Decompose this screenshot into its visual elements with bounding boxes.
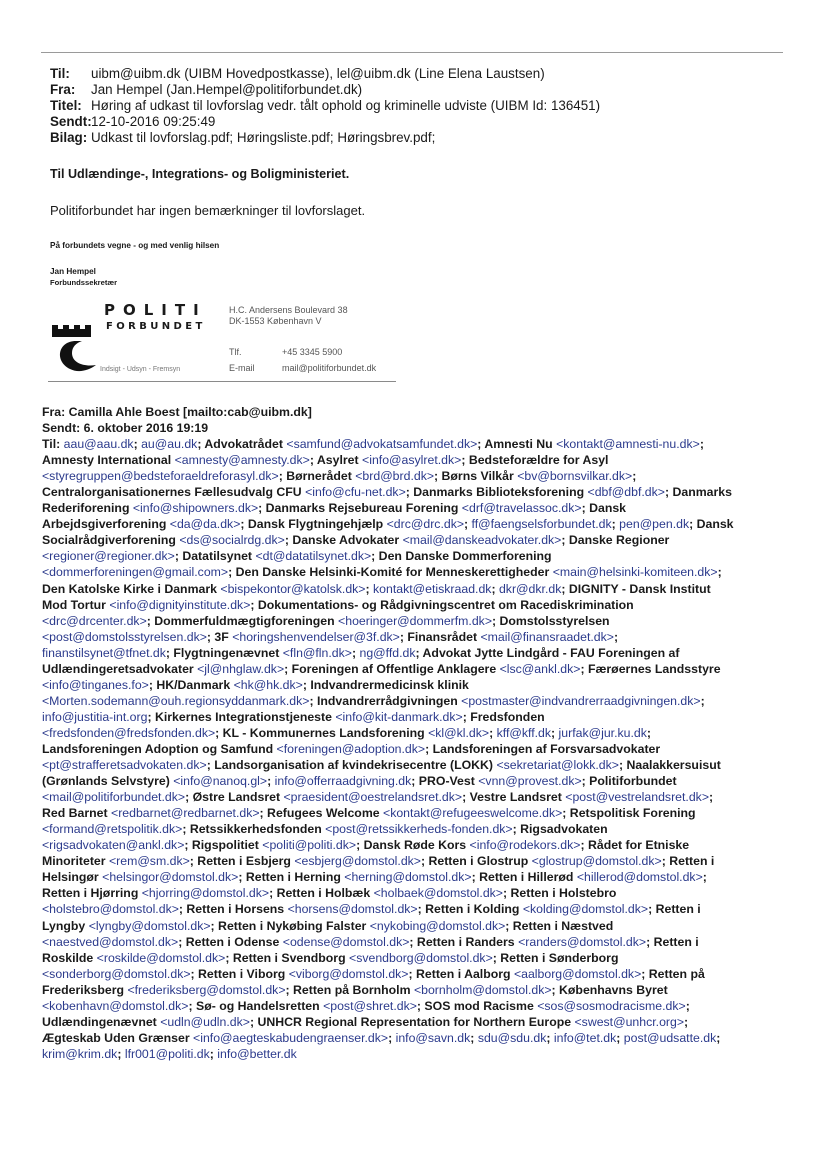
- email-link[interactable]: <sos@sosmodracisme.dk>: [537, 998, 686, 1013]
- email-link[interactable]: finanstilsynet@tfnet.dk: [42, 645, 166, 660]
- email-link[interactable]: <mail@finansraadet.dk>: [480, 629, 614, 644]
- email-link[interactable]: <redbarnet@redbarnet.dk>: [111, 806, 260, 821]
- email-link[interactable]: <mail@politiforbundet.dk>: [42, 790, 186, 805]
- email-link[interactable]: ng@ffd.dk: [359, 645, 416, 660]
- email-link[interactable]: info@tet.dk: [553, 1030, 617, 1045]
- recipient-line: <post@domstolsstyrelsen.dk>; 3F <horingshenvendelser@3f.dk>; Finansrådet <mail@finansraadet.dk>;: [42, 629, 619, 644]
- email-link[interactable]: <fln@fln.dk>: [282, 645, 352, 660]
- email-link[interactable]: <drf@travelassoc.dk>: [461, 501, 582, 516]
- email-link[interactable]: sdu@sdu.dk: [477, 1030, 547, 1045]
- email-link[interactable]: <jl@nhglaw.dk>: [197, 661, 285, 676]
- email-link[interactable]: <herning@domstol.dk>: [344, 870, 472, 885]
- email-link[interactable]: <frederiksberg@domstol.dk>: [127, 982, 286, 997]
- email-link[interactable]: <holstebro@domstol.dk>: [42, 902, 179, 917]
- email-link[interactable]: <kl@kl.dk>: [428, 725, 490, 740]
- email-link[interactable]: ff@faengselsforbundet.dk: [471, 517, 612, 532]
- email-link[interactable]: <info@kit-danmark.dk>: [335, 709, 463, 724]
- email-link[interactable]: <swest@unhcr.org>: [574, 1014, 685, 1029]
- header-to-row: [50, 66, 545, 82]
- forwarded-email: [42, 404, 786, 1062]
- email-link[interactable]: info@savn.dk: [395, 1030, 471, 1045]
- email-link[interactable]: <nykobing@domstol.dk>: [369, 918, 506, 933]
- tower-emblem-icon: [48, 321, 108, 377]
- from-value: Jan Hempel (Jan.Hempel@politiforbundet.dk): [91, 82, 363, 97]
- recipient-line: Minoriteter <rem@sm.dk>; Retten i Esbjerg <esbjerg@domstol.dk>; Retten i Glostrup <glostrup@domstol.dk>; Retten i: [42, 854, 715, 869]
- email-link[interactable]: <bv@bornsvilkar.dk>: [517, 469, 633, 484]
- recipient-line: Helsingør <helsingor@domstol.dk>; Retten i Herning <herning@domstol.dk>; Retten i Hillerød <hillerod@domstol.dk>;: [42, 870, 707, 885]
- recipient-line: Landsforeningen Adoption og Samfund <foreningen@adoption.dk>; Landsforeningen af Forsvarsadvokater: [42, 741, 661, 756]
- recipient-line: krim@krim.dk; lfr001@politi.dk; info@better.dk: [42, 1046, 297, 1061]
- email-link[interactable]: <mail@danskeadvokater.dk>: [402, 533, 562, 548]
- sent-value: 12-10-2016 09:25:49: [91, 114, 216, 129]
- email-link[interactable]: kontakt@etiskraad.dk: [373, 581, 492, 596]
- email-link[interactable]: <hoeringer@dommerfm.dk>: [338, 613, 493, 628]
- email-link[interactable]: info@better.dk: [217, 1046, 297, 1061]
- forward-recipient-list: [42, 436, 786, 1062]
- email-link[interactable]: <main@helsinki-komiteen.dk>: [552, 565, 718, 580]
- email-link[interactable]: <sekretariat@lokk.dk>: [496, 758, 619, 773]
- to-value: uibm@uibm.dk (UIBM Hovedpostkasse), lel@uibm.dk (Line Elena Laustsen): [91, 66, 545, 81]
- email-link[interactable]: <esbjerg@domstol.dk>: [294, 854, 421, 869]
- forward-from-line: Fra: Camilla Ahle Boest [mailto:cab@uibm.dk]: [42, 405, 312, 419]
- recipient-line: Lyngby <lyngby@domstol.dk>; Retten i Nykøbing Falster <nykobing@domstol.dk>; Retten i Næstved: [42, 918, 614, 933]
- recipient-line: Den Katolske Kirke i Danmark <bispekontor@katolsk.dk>; kontakt@etiskraad.dk; dkr@dkr.dk; DIGNITY - Dansk Institut: [42, 581, 711, 596]
- attach-label: Bilag:: [50, 130, 88, 145]
- signature-role: Forbundssekretær: [50, 278, 118, 287]
- email-link[interactable]: jurfak@jur.ku.dk: [558, 725, 647, 740]
- email-link[interactable]: <dbf@dbf.dk>: [587, 485, 665, 500]
- recipient-line: <drc@drcenter.dk>; Dommerfuldmægtigforeningen <hoeringer@dommerfm.dk>; Domstolsstyrelsen: [42, 613, 610, 628]
- signature-closing: På forbundets vegne - og med venlig hilsen: [50, 241, 220, 250]
- recipient-line: Udlændingenævnet <udln@udln.dk>; UNHCR Regional Representation for Northern Europe <swest@unhcr.org>;: [42, 1014, 689, 1029]
- recipient-line: Retten i Hjørring <hjorring@domstol.dk>; Retten i Holbæk <holbaek@domstol.dk>; Retten i Holstebro: [42, 886, 617, 901]
- body-text: Politiforbundet har ingen bemærkninger til lovforslaget.: [50, 203, 366, 218]
- address-tlf-value: +45 3345 5900: [282, 347, 343, 357]
- email-link[interactable]: <styregruppen@bedsteforaeldreforasyl.dk>: [42, 469, 279, 484]
- email-link[interactable]: <info@tinganes.fo>: [42, 677, 149, 692]
- email-link[interactable]: <hillerod@domstol.dk>: [576, 870, 703, 885]
- recipient-line: Centralorganisationernes Fællesudvalg CFU <info@cfu-net.dk>; Danmarks Biblioteksforening <dbf@dbf.dk>; Danmarks: [42, 485, 732, 500]
- recipient-line: Rederiforening <info@shipowners.dk>; Danmarks Rejsebureau Forening <drf@travelassoc.dk>; Dansk: [42, 501, 627, 516]
- email-link[interactable]: <hk@hk.dk>: [233, 677, 303, 692]
- email-link[interactable]: <bornholm@domstol.dk>: [413, 982, 552, 997]
- recipient-line: <regioner@regioner.dk>; Datatilsynet <dt@datatilsynet.dk>; Den Danske Dommerforening: [42, 549, 552, 564]
- email-link[interactable]: <info@cfu-net.dk>: [305, 485, 406, 500]
- email-link[interactable]: pen@pen.dk: [619, 517, 690, 532]
- logo-motto: Indsigt - Udsyn - Fremsyn: [100, 366, 181, 373]
- politiforbundet-logo: [48, 303, 223, 379]
- email-link[interactable]: <Morten.sodemann@ouh.regionsyddanmark.dk>: [42, 693, 310, 708]
- email-link[interactable]: <info@asylret.dk>: [362, 453, 462, 468]
- email-link[interactable]: <udln@udln.dk>: [160, 1014, 250, 1029]
- email-link[interactable]: <info@nanoq.gl>: [173, 774, 268, 789]
- recipient-line: <rigsadvokaten@ankl.dk>; Rigspolitiet <politi@politi.dk>; Dansk Røde Kors <info@rodekors.dk>; Rådet for Etniske: [42, 838, 690, 853]
- address-email-value[interactable]: mail@politiforbundet.dk: [282, 363, 377, 373]
- recipient-line: <holstebro@domstol.dk>; Retten i Horsens <horsens@domstol.dk>; Retten i Kolding <kolding@domstol.dk>; Retten i: [42, 902, 701, 917]
- email-link[interactable]: <info@aegteskabudengraenser.dk>: [193, 1030, 389, 1045]
- email-link[interactable]: <naestved@domstol.dk>: [42, 934, 179, 949]
- email-link[interactable]: <praesident@oestrelandsret.dk>: [283, 790, 463, 805]
- email-link[interactable]: au@au.dk: [141, 437, 198, 452]
- email-link[interactable]: <ds@socialrdg.dk>: [179, 533, 285, 548]
- header-title-row: [50, 98, 600, 114]
- address-tlf-label: Tlf.: [229, 347, 242, 357]
- recipient-line: <dommerforeningen@gmail.com>; Den Danske Helsinki-Komité for Menneskerettigheder <main@helsinki-komiteen.dk>;: [42, 565, 722, 580]
- address-email-label: E-mail: [229, 363, 255, 373]
- email-link[interactable]: <horsens@domstol.dk>: [287, 902, 418, 917]
- recipient-line: info@justitia-int.org; Kirkernes Integrationstjeneste <info@kit-danmark.dk>; Fredsfonden: [42, 709, 545, 724]
- recipient-line: <formand@retspolitik.dk>; Retssikkerhedsfonden <post@retssikkerheds-fonden.dk>; Rigsadvokaten: [42, 822, 608, 837]
- email-link[interactable]: <fredsfonden@fredsfonden.dk>: [42, 725, 216, 740]
- header-sent-row: [50, 114, 215, 130]
- recipient-line: finanstilsynet@tfnet.dk; Flygtningenævnet <fln@fln.dk>; ng@ffd.dk; Advokat Jytte Lindgård - FAU Foreningen af: [42, 645, 680, 660]
- recipient-line: <mail@politiforbundet.dk>; Østre Landsret <praesident@oestrelandsret.dk>; Vestre Landsret <post@vestrelandsret.dk>;: [42, 790, 714, 805]
- recipient-line: <kobenhavn@domstol.dk>; Sø- og Handelsretten <post@shret.dk>; SOS mod Racisme <sos@sosmodracisme.dk>;: [42, 998, 690, 1013]
- address-street: H.C. Andersens Boulevard 38: [229, 305, 348, 315]
- email-link[interactable]: <samfund@advokatsamfundet.dk>: [286, 437, 478, 452]
- email-link[interactable]: post@udsatte.dk: [623, 1030, 717, 1045]
- email-link[interactable]: <sonderborg@domstol.dk>: [42, 966, 191, 981]
- recipient-line: Amnesty International <amnesty@amnesty.dk>; Asylret <info@asylret.dk>; Bedsteforældre for Asyl: [42, 453, 609, 468]
- email-link[interactable]: <aalborg@domstol.dk>: [513, 966, 642, 981]
- sent-label: Sendt:: [50, 114, 92, 129]
- recipient-line: (Grønlands Selvstyre) <info@nanoq.gl>; info@offerraadgivning.dk; PRO-Vest <vnn@provest.dk>; Politiforbundet: [42, 774, 677, 789]
- header-attach-row: [50, 130, 435, 146]
- address-city: DK-1553 København V: [229, 316, 322, 326]
- recipient-line: Mod Tortur <info@dignityinstitute.dk>; Dokumentations- og Rådgivningscentret om Racediskrimination: [42, 597, 634, 612]
- email-link[interactable]: <hjorring@domstol.dk>: [141, 886, 270, 901]
- recipient-line: <sonderborg@domstol.dk>; Retten i Viborg <viborg@domstol.dk>; Retten i Aalborg <aalborg@domstol.dk>; Retten på: [42, 966, 705, 981]
- email-link[interactable]: <regioner@regioner.dk>: [42, 549, 175, 564]
- recipient-line: Arbejdsgiverforening <da@da.dk>; Dansk Flygtningehjælp <drc@drc.dk>; ff@faengselsforbundet.dk; pen@pen.dk; Dansk: [42, 517, 734, 532]
- email-link[interactable]: <rem@sm.dk>: [108, 854, 190, 869]
- recipient-line: Ægteskab Uden Grænser <info@aegteskabudengraenser.dk>; info@savn.dk; sdu@sdu.dk; info@tet.dk; post@udsatte.dk;: [42, 1030, 721, 1045]
- email-link[interactable]: <viborg@domstol.dk>: [288, 966, 409, 981]
- email-link[interactable]: lfr001@politi.dk: [124, 1046, 210, 1061]
- email-link[interactable]: <lsc@ankl.dk>: [499, 661, 581, 676]
- recipient-line: Frederiksberg <frederiksberg@domstol.dk>; Retten på Bornholm <bornholm@domstol.dk>; Københavns Byret: [42, 982, 668, 997]
- from-label: Fra:: [50, 82, 76, 97]
- email-link[interactable]: <amnesty@amnesty.dk>: [174, 453, 310, 468]
- email-link[interactable]: <bispekontor@katolsk.dk>: [220, 581, 366, 596]
- email-link[interactable]: <horingshenvendelser@3f.dk>: [232, 629, 400, 644]
- email-link[interactable]: <drc@drc.dk>: [386, 517, 465, 532]
- email-link[interactable]: <pt@strafferetsadvokaten.dk>: [42, 758, 207, 773]
- email-link[interactable]: krim@krim.dk: [42, 1046, 118, 1061]
- header-from-row: [50, 82, 362, 98]
- email-link[interactable]: <dt@datatilsynet.dk>: [255, 549, 372, 564]
- email-link[interactable]: kff@kff.dk: [496, 725, 552, 740]
- email-link[interactable]: <postmaster@indvandrerraadgivningen.dk>: [461, 693, 701, 708]
- email-link[interactable]: <glostrup@domstol.dk>: [531, 854, 662, 869]
- logo-word-politi: POLITI: [104, 301, 207, 319]
- email-link[interactable]: <holbaek@domstol.dk>: [373, 886, 503, 901]
- email-link[interactable]: <post@domstolsstyrelsen.dk>: [42, 629, 207, 644]
- recipient-line: <Morten.sodemann@ouh.regionsyddanmark.dk>; Indvandrerrådgivningen <postmaster@indvandrerraadgivningen.dk>;: [42, 693, 705, 708]
- email-link[interactable]: <post@shret.dk>: [323, 998, 417, 1013]
- email-link[interactable]: <kolding@domstol.dk>: [522, 902, 649, 917]
- top-rule: [41, 52, 783, 53]
- email-link[interactable]: dkr@dkr.dk: [498, 581, 562, 596]
- email-link[interactable]: <drc@drcenter.dk>: [42, 613, 147, 628]
- email-link[interactable]: <info@shipowners.dk>: [132, 501, 259, 516]
- email-link[interactable]: <politi@politi.dk>: [262, 838, 357, 853]
- email-link[interactable]: <helsingor@domstol.dk>: [102, 870, 239, 885]
- signature-separator: [48, 381, 396, 382]
- email-link[interactable]: <kontakt@refugeeswelcome.dk>: [383, 806, 563, 821]
- email-link[interactable]: info@justitia-int.org: [42, 709, 148, 724]
- email-link[interactable]: <brd@brd.dk>: [355, 469, 435, 484]
- email-link[interactable]: <kobenhavn@domstol.dk>: [42, 998, 189, 1013]
- email-link[interactable]: <rigsadvokaten@ankl.dk>: [42, 838, 185, 853]
- email-link[interactable]: <post@retssikkerheds-fonden.dk>: [325, 822, 513, 837]
- email-link[interactable]: aau@aau.dk: [63, 437, 134, 452]
- email-link[interactable]: <da@da.dk>: [169, 517, 241, 532]
- email-link[interactable]: <kontakt@amnesti-nu.dk>: [556, 437, 700, 452]
- recipient-line: <naestved@domstol.dk>; Retten i Odense <odense@domstol.dk>; Retten i Randers <randers@domstol.dk>; Retten i: [42, 934, 699, 949]
- email-link[interactable]: <formand@retspolitik.dk>: [42, 822, 183, 837]
- email-link[interactable]: <lyngby@domstol.dk>: [88, 918, 211, 933]
- email-link[interactable]: <roskilde@domstol.dk>: [96, 950, 226, 965]
- logo-word-forbundet: FORBUNDET: [106, 321, 206, 332]
- email-link[interactable]: <randers@domstol.dk>: [518, 934, 647, 949]
- attach-value: Udkast til lovforslag.pdf; Høringsliste.pdf; Høringsbrev.pdf;: [91, 130, 436, 145]
- title-label: Titel:: [50, 98, 82, 113]
- email-link[interactable]: <svendborg@domstol.dk>: [349, 950, 493, 965]
- title-value: Høring af udkast til lovforslag vedr. tålt ophold og kriminelle udviste (UIBM Id: 136451): [91, 98, 601, 113]
- email-link[interactable]: <foreningen@adoption.dk>: [276, 741, 426, 756]
- recipient-line: <styregruppen@bedsteforaeldreforasyl.dk>; Børnerådet <brd@brd.dk>; Børns Vilkår <bv@bornsvilkar.dk>;: [42, 469, 637, 484]
- forward-sent-line: Sendt: 6. oktober 2016 19:19: [42, 421, 209, 436]
- recipient-line: <fredsfonden@fredsfonden.dk>; KL - Kommunernes Landsforening <kl@kl.dk>; kff@kff.dk; jurfak@jur.ku.dk;: [42, 725, 652, 740]
- to-label: Til:: [50, 66, 70, 81]
- email-link[interactable]: <info@rodekors.dk>: [469, 838, 581, 853]
- email-link[interactable]: <info@dignityinstitute.dk>: [109, 597, 251, 612]
- email-link[interactable]: <dommerforeningen@gmail.com>: [42, 565, 229, 580]
- recipient-line: Udlændingeretsadvokater <jl@nhglaw.dk>; Foreningen af Offentlige Anklagere <lsc@ankl.dk>; Færøernes Landsstyre: [42, 661, 721, 676]
- email-link[interactable]: info@offerraadgivning.dk: [274, 774, 412, 789]
- email-link[interactable]: <post@vestrelandsret.dk>: [565, 790, 710, 805]
- signature-name: Jan Hempel: [50, 267, 96, 276]
- email-link[interactable]: <vnn@provest.dk>: [478, 774, 582, 789]
- recipient-line: Til: aau@aau.dk; au@au.dk; Advokatrådet <samfund@advokatsamfundet.dk>; Amnesti Nu <kontakt@amnesti-nu.dk>;: [42, 437, 704, 452]
- greeting: Til Udlændinge-, Integrations- og Boligministeriet.: [50, 167, 350, 181]
- recipient-line: <info@tinganes.fo>; HK/Danmark <hk@hk.dk>; Indvandrermedicinsk klinik: [42, 677, 469, 692]
- email-link[interactable]: <odense@domstol.dk>: [282, 934, 410, 949]
- recipient-line: Red Barnet <redbarnet@redbarnet.dk>; Refugees Welcome <kontakt@refugeeswelcome.dk>; Retspolitisk Forening: [42, 806, 696, 821]
- recipient-line: <pt@strafferetsadvokaten.dk>; Landsorganisation af kvindekrisecentre (LOKK) <sekretariat@lokk.dk>; Naalakkersuisut: [42, 758, 721, 773]
- recipient-line: Roskilde <roskilde@domstol.dk>; Retten i Svendborg <svendborg@domstol.dk>; Retten i Sønderborg: [42, 950, 619, 965]
- recipient-line: Socialrådgiverforening <ds@socialrdg.dk>; Danske Advokater <mail@danskeadvokater.dk>; Danske Regioner: [42, 533, 670, 548]
